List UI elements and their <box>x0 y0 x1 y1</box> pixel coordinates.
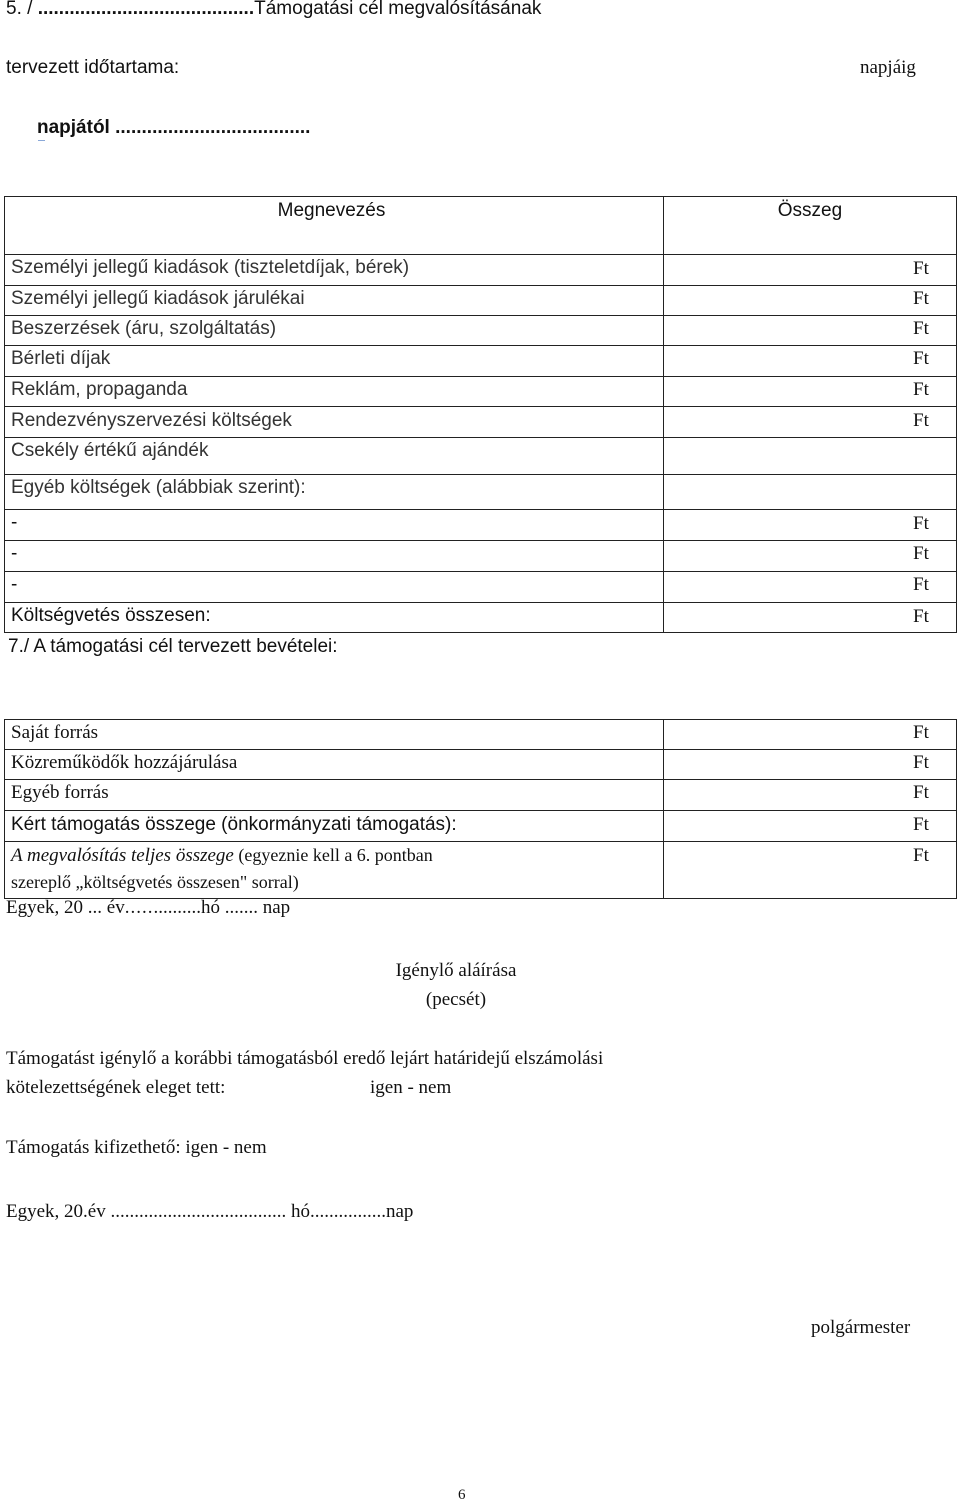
cost-row-name: Reklám, propaganda <box>11 379 188 400</box>
date1-month-label: hó <box>200 897 220 918</box>
header-amount: Összeg <box>777 200 843 221</box>
row-line <box>4 315 957 316</box>
cost-total-label: Költségvetés összesen: <box>11 605 211 626</box>
income-total-amount: Ft <box>913 845 929 866</box>
page-number: 6 <box>458 1487 466 1503</box>
cost-row-amount: Ft <box>913 379 929 400</box>
date1-dots-long: ..... <box>124 897 154 918</box>
row-line <box>4 779 957 780</box>
date1-dots: ... <box>153 897 168 918</box>
from-dots: ..................................... <box>115 117 311 138</box>
from-label: napjától <box>37 117 110 138</box>
cost-row-amount: Ft <box>913 513 929 534</box>
cost-row-name: - <box>11 512 18 533</box>
date1-place-year: Egyek, 20 <box>6 897 84 918</box>
cost-row-name: Személyi jellegű kiadások (tiszteletdíjak, bérek) <box>11 257 410 278</box>
cost-row-name: Rendezvényszervezési költségek <box>11 410 292 431</box>
until-label: napjáig <box>860 57 916 78</box>
row-line <box>4 345 957 346</box>
row-line <box>4 571 957 572</box>
row-line <box>4 254 957 255</box>
signature-label: Igénylő aláírása <box>395 960 517 981</box>
section-dots: ......................................... <box>37 0 255 19</box>
income-row-amount: Ft <box>913 782 929 803</box>
cost-row-amount: Ft <box>913 543 929 564</box>
cost-row-name: Beszerzések (áru, szolgáltatás) <box>11 318 277 339</box>
income-row-amount: Ft <box>913 752 929 773</box>
income-total-line2: szereplő „költségvetés összesen" sorral) <box>11 872 299 892</box>
obligation-line2-value: igen - nem <box>370 1077 452 1098</box>
income-row-name: Kért támogatás összege (önkormányzati támogatás): <box>11 814 457 835</box>
income-row-amount: Ft <box>913 814 929 835</box>
cost-row-name: Bérleti díjak <box>11 348 111 369</box>
stamp-label: (pecsét) <box>425 989 487 1010</box>
row-line <box>4 509 957 510</box>
cost-row-name: Egyéb költségek (alábbiak szerint): <box>11 477 306 498</box>
income-row-name: Egyéb forrás <box>11 782 109 803</box>
income-section-title: 7./ A támogatási cél tervezett bevételei: <box>8 636 338 657</box>
row-line <box>4 437 957 438</box>
cost-row-name: - <box>11 543 18 564</box>
cost-table-divider <box>663 196 664 633</box>
row-line <box>4 376 957 377</box>
section-heading <box>6 0 541 20</box>
cost-total-amount: Ft <box>913 606 929 627</box>
date1-dots-long: ....... <box>167 897 201 918</box>
mayor-label: polgármester <box>811 1317 911 1338</box>
from-label-line <box>37 117 310 139</box>
date-line-2: Egyek, 20.év ..................................... hó................nap <box>6 1201 414 1222</box>
income-row-name: Közreműködők hozzájárulása <box>11 752 238 773</box>
payable-line: Támogatás kifizethető: igen - nem <box>6 1137 267 1158</box>
cost-row-name: Csekély értékű ajándék <box>11 440 209 461</box>
cost-row-amount: Ft <box>913 410 929 431</box>
date1-dots: ... <box>224 897 239 918</box>
row-line <box>4 841 957 842</box>
cursor-mark <box>38 140 45 141</box>
row-line <box>4 406 957 407</box>
section-prefix: 5. / <box>6 0 33 19</box>
section-title: Támogatási cél megvalósításának <box>254 0 542 19</box>
income-total-italic: A megvalósítás teljes összege <box>11 845 234 866</box>
row-line <box>4 749 957 750</box>
cost-row-amount: Ft <box>913 288 929 309</box>
date-line-1 <box>6 897 290 919</box>
income-table-divider <box>663 719 664 899</box>
row-line <box>4 602 957 603</box>
row-line <box>4 285 957 286</box>
obligation-line1: Támogatást igénylő a korábbi támogatásból eredő lejárt határidejű elszámolási <box>6 1048 604 1069</box>
date1-dots: ... <box>87 897 103 918</box>
row-line <box>4 810 957 811</box>
cost-row-amount: Ft <box>913 318 929 339</box>
cost-row-amount: Ft <box>913 574 929 595</box>
cost-row-amount: Ft <box>913 348 929 369</box>
obligation-line2-label: kötelezettségének eleget tett: <box>6 1077 226 1098</box>
row-line <box>4 474 957 475</box>
duration-label: tervezett időtartama: <box>6 57 180 78</box>
date1-day-label: nap <box>262 897 291 918</box>
header-name: Megnevezés <box>277 200 386 221</box>
date1-year-label: év <box>106 897 125 918</box>
cost-row-name: - <box>11 574 18 595</box>
income-row-name: Saját forrás <box>11 722 99 743</box>
income-row-amount: Ft <box>913 722 929 743</box>
income-total-rest: (egyeznie kell a 6. pontban <box>233 845 433 865</box>
cost-row-amount: Ft <box>913 258 929 279</box>
date1-dots-long: .... <box>238 897 258 918</box>
cost-row-name: Személyi jellegű kiadások járulékai <box>11 288 305 309</box>
row-line <box>4 540 957 541</box>
income-total-line1 <box>11 845 433 867</box>
